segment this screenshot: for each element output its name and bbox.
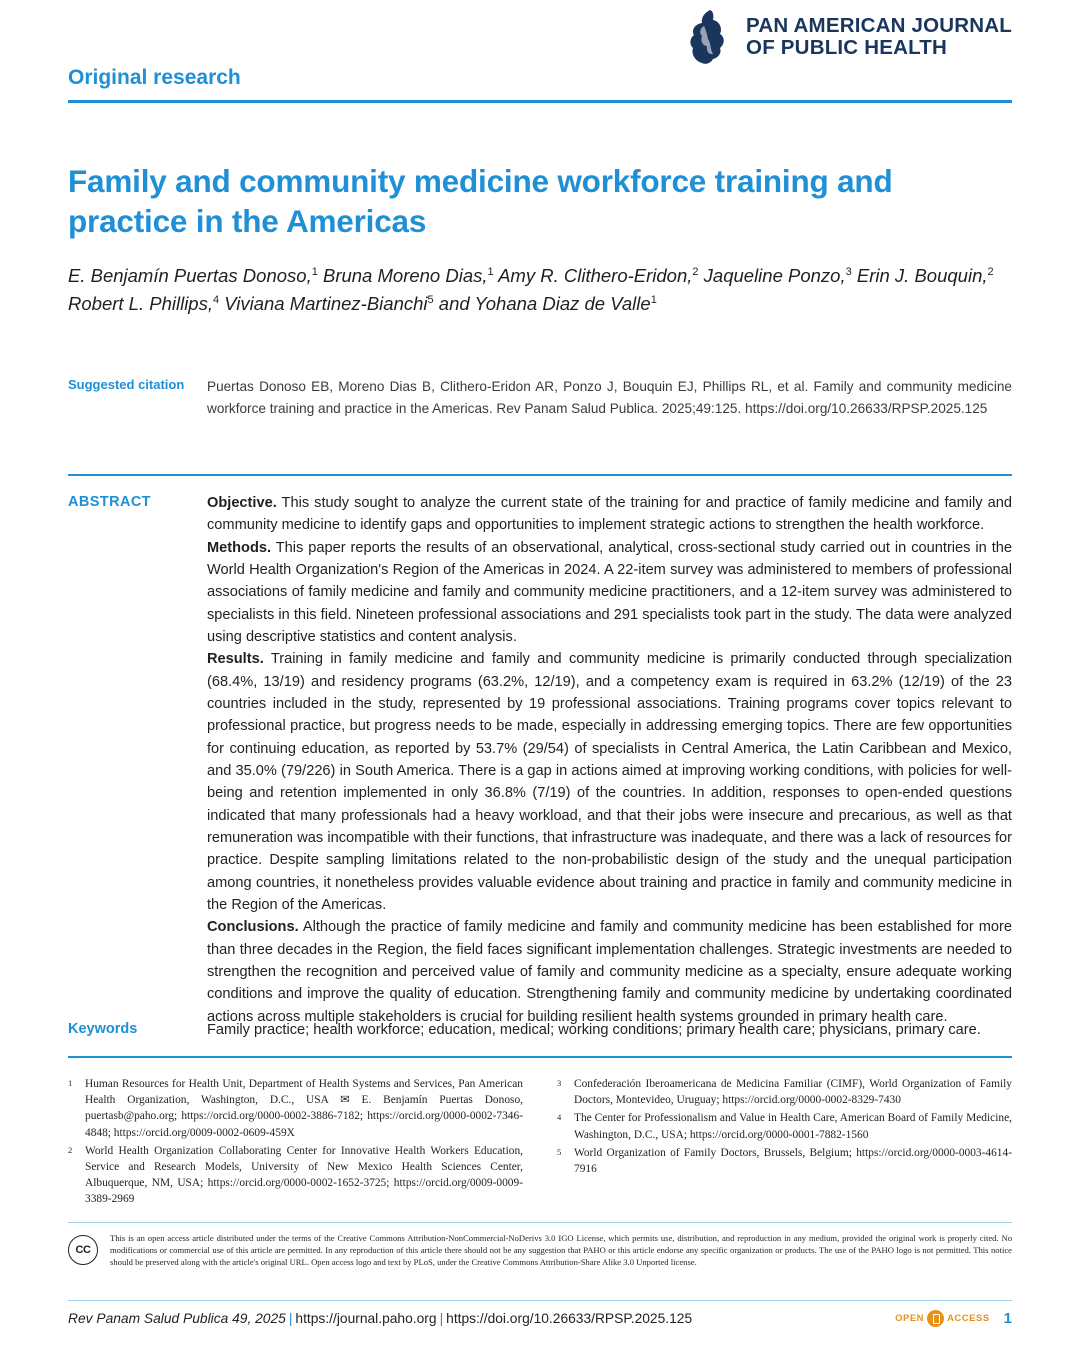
open-access-badge xyxy=(895,1310,990,1327)
open-access-access-label: ACCESS xyxy=(947,1313,990,1324)
footer-site-link[interactable]: https://journal.paho.org xyxy=(295,1311,437,1326)
open-lock-icon xyxy=(927,1310,944,1327)
affiliation-number: 2 xyxy=(68,1144,73,1155)
affiliations-column-left xyxy=(68,1076,523,1210)
footer-separator-2: | xyxy=(439,1311,444,1326)
footer-citation xyxy=(68,1311,692,1326)
affiliation-text: World Organization of Family Doctors, Brussels, Belgium; https://orcid.org/0000-0003-4614-7916 xyxy=(574,1146,1012,1175)
page-number: 1 xyxy=(1003,1310,1012,1327)
creative-commons-icon: CC xyxy=(68,1235,98,1265)
affiliation-item xyxy=(68,1143,523,1208)
affiliation-item xyxy=(557,1076,1012,1108)
license-notice xyxy=(68,1232,1012,1269)
journal-title xyxy=(746,15,1012,59)
abstract-methods-label: Methods. xyxy=(207,539,272,556)
abstract-methods xyxy=(207,537,1012,649)
license-divider xyxy=(68,1222,1012,1223)
affiliation-number: 4 xyxy=(557,1112,562,1123)
author-list: E. Benjamín Puertas Donoso,$^1$ Bruna Moreno Dias,$^1$ Amy R. Clithero-Eridon,$^2$ Jaqueline Ponzo,$^3$ Erin J. Bouquin,$^2$ Robert L. Phillips,$^4$ Viviana Martinez-Bianchi$^5$ and Yohana Diaz de Valle$^1$ xyxy=(68,265,994,315)
abstract-objective xyxy=(207,492,1012,537)
abstract-conclusions-label: Conclusions. xyxy=(207,919,299,936)
paho-map-icon xyxy=(680,8,734,66)
footer-divider xyxy=(68,1300,1012,1301)
affiliation-number: 3 xyxy=(557,1078,562,1088)
abstract-results-text: Training in family medicine and family and community medicine is primarily conducted through specialization (68.4%, 13/19) and residency programs (63.2%, 12/19), and a competency exam is required in 63.2% (12/19) of the 23 countries included in the study, represented by 19 professional associations. Training programs cover topics relevant to professional practice, but progress needs to be made, especially in addressing emerging topics. There are few opportunities for continuing education, as reported by 53.7% (29/54) of specialists in Central America, the Latin Caribbean and Mexico, and 35.0% (79/226) in South America. There is a gap in actions aimed at improving working conditions, with policies for well-being and retention implemented in only 36.8% (7/19) of the countries. In addition, responses to open-ended questions indicated that many professionals had a heavy workload, and that their jobs were insecure and precarious, as well as that remuneration was incompatible with their functions, that infrastructure was inadequate, and there was a lack of resources for practice. Despite sampling limitations related to the non-probabilistic design of the study and the unequal participation among countries, it nonetheless provides valuable evidence about training and practice in family and community medicine in the Region of the Americas. xyxy=(207,651,1012,913)
abstract-label: ABSTRACT xyxy=(68,494,151,510)
abstract-body xyxy=(207,492,1012,1028)
abstract-results xyxy=(207,648,1012,916)
keywords-text: Family practice; health workforce; education, medical; working conditions; primary health care; physicians, primary care. xyxy=(207,1022,981,1038)
license-text: This is an open access article distributed under the terms of the Creative Commons Attribution-NonCommercial-NoDerivs 3.0 IGO License, which permits use, distribution, and reproduction in any medium, provided the original work is properly cited. No modifications or commercial use of this article are permitted. In any reproduction of this article there should not be any suggestion that PAHO or this article endorse any specific organization or products. The use of the PAHO logo is not permitted. This notice should be preserved along with the article's original URL. Open access logo and text by PLoS, under the Creative Commons Attribution-Share Alike 3.0 Unported license. xyxy=(110,1233,1012,1268)
affiliation-number: 5 xyxy=(557,1146,562,1157)
suggested-citation-label: Suggested citation xyxy=(68,377,185,392)
affiliations xyxy=(68,1076,1012,1210)
affiliation-number: 1 xyxy=(68,1078,73,1088)
abstract-divider-top xyxy=(68,474,1012,476)
footer-journal: Rev Panam Salud Publica 49, 2025 xyxy=(68,1311,286,1326)
page-title: Family and community medicine workforce training and practice in the Americas xyxy=(68,163,893,240)
abstract-objective-text: This study sought to analyze the current state of the training for and practice of family medicine and family and community medicine to identify gaps and opportunities to implement strategic actions to strengthen the health workforce. xyxy=(207,495,1012,534)
footer-separator-1: | xyxy=(288,1311,293,1326)
keywords-label: Keywords xyxy=(68,1021,138,1037)
affiliation-item xyxy=(68,1076,523,1141)
footer-doi-link[interactable]: https://doi.org/10.26633/RPSP.2025.125 xyxy=(446,1311,693,1326)
affiliation-text: World Health Organization Collaborating Center for Innovative Health Workers Education, Service and Research Models, University of New Mexico Health Sciences Center, Albuquerque, NM, USA; https://orcid.org/0000-0002-1652-3725; https://orcid.org/0009-0009-3389-2969 xyxy=(85,1144,523,1206)
section-label: Original research xyxy=(68,66,241,89)
open-access-open-label: OPEN xyxy=(895,1313,925,1324)
abstract-methods-text: This paper reports the results of an observational, analytical, cross-sectional study carried out in countries in the World Health Organization's Region of the Americas in 2024. A 22-item survey was administered to members of professional associations of family medicine and family and community medicine practitioners, and a 12-item survey was administered to specialists in this field. Nineteen professional associations and 291 specialists took part in the study. The data were analyzed using descriptive statistics and content analysis. xyxy=(207,539,1012,645)
header-divider xyxy=(68,100,1012,103)
suggested-citation-text: Puertas Donoso EB, Moreno Dias B, Clithero-Eridon AR, Ponzo J, Bouquin EJ, Phillips RL, et al. Family and community medicine workforce training and practice in the Americas. Rev Panam Salud Publica. 2025;49:125. https://doi.org/10.26633/RPSP.2025.125 xyxy=(207,379,1012,417)
affiliations-divider xyxy=(68,1056,1012,1058)
abstract-conclusions xyxy=(207,916,1012,1028)
footer-right-group xyxy=(895,1310,1012,1327)
affiliation-item xyxy=(557,1145,1012,1177)
abstract-conclusions-text: Although the practice of family medicine and family and community medicine has been established for more than three decades in the Region, the field faces significant implementation challenges. Strategic investments are needed to strengthen the recognition and perceived value of family and community medicine as a specialty, ensure adequate working conditions and improve the quality of education. Strengthening family and community medicine by undertaking coordinated actions across multiple stakeholders is crucial for building resilient health systems grounded in primary health care. xyxy=(207,919,1012,1025)
abstract-objective-label: Objective. xyxy=(207,495,277,511)
affiliation-text: The Center for Professionalism and Value in Health Care, American Board of Family Medicine, Washington, D.C., USA; https://orcid.org/0000-0001-7882-1560 xyxy=(574,1112,1012,1141)
journal-masthead xyxy=(680,8,1012,66)
affiliation-text: Human Resources for Health Unit, Department of Health Systems and Services, Pan American Health Organization, Washington, D.C., USA ✉ E. Benjamín Puertas Donoso, puertasb@paho.org; https://orcid.org/0000-0002-3886-7182; https://orcid.org/0000-0002-7346-4848; https://orcid.org/0009-0002-0609-459X xyxy=(85,1078,523,1139)
affiliation-text: Confederación Iberoamericana de Medicina Familiar (CIMF), World Organization of Family Doctors, Montevideo, Uruguay; https://orcid.org/0000-0002-8329-7430 xyxy=(574,1078,1012,1107)
journal-title-line1: PAN AMERICAN JOURNAL xyxy=(746,13,1012,37)
affiliations-column-right xyxy=(557,1076,1012,1210)
journal-title-line2: OF PUBLIC HEALTH xyxy=(746,36,948,59)
abstract-results-label: Results. xyxy=(207,651,264,668)
affiliation-item xyxy=(557,1110,1012,1142)
page-footer xyxy=(68,1310,1012,1327)
